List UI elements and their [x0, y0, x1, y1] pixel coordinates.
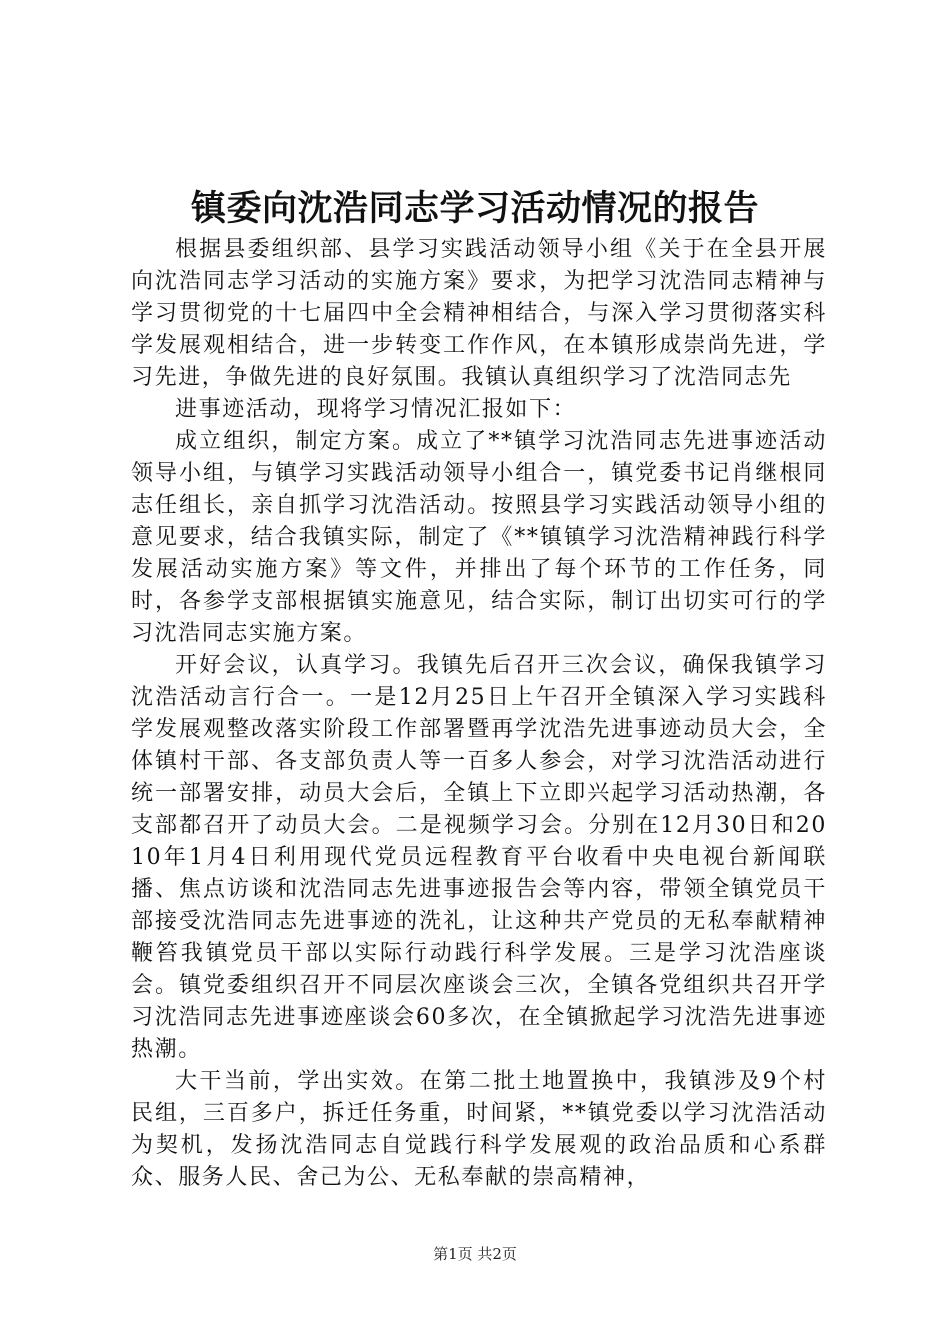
paragraph-intro: 根据县委组织部、县学习实践活动领导小组《关于在全县开展向沈浩同志学习活动的实施方案》要求，为把学习沈浩同志精神与学习贯彻党的十七届四中全会精神相结合，与深入学习贯彻落实科学发展观相结合，进一步转变工作作风，在本镇形成崇尚先进，学习先进，争做先进的良好氛围。我镇认真组织学习了沈浩同志先	[131, 237, 827, 390]
document-body	[131, 234, 827, 1194]
document-title: 镇委向沈浩同志学习活动情况的报告	[190, 188, 759, 229]
page-number-footer: 第1页 共2页	[433, 1245, 517, 1263]
paragraph-intro-continued: 进事迹活动，现将学习情况汇报如下：	[175, 397, 577, 422]
paragraph-meetings: 开好会议，认真学习。我镇先后召开三次会议，确保我镇学习沈浩活动言行合一。一是12月25日上午召开全镇深入学习实践科学发展观整改落实阶段工作部署暨再学沈浩先进事迹动员大会，全体镇村干部、各支部负责人等一百多人参会，对学习沈浩活动进行统一部署安排，动员大会后，全镇上下立即兴起学习活动热潮，各支部都召开了动员大会。二是视频学习会。分别在12月30日和2010年1月4日利用现代党员远程教育平台收看中央电视台新闻联播、焦点访谈和沈浩同志先进事迹报告会等内容，带领全镇党员干部接受沈浩同志先进事迹的洗礼，让这种共产党员的无私奉献精神鞭笞我镇党员干部以实际行动践行科学发展。三是学习沈浩座谈会。镇党委组织召开不同层次座谈会三次，全镇各党组织共召开学习沈浩同志先进事迹座谈会60多次，在全镇掀起学习沈浩先进事迹热潮。	[131, 653, 827, 1062]
paragraph-results: 大干当前，学出实效。在第二批土地置换中，我镇涉及9个村民组，三百多户，拆迁任务重，时间紧，**镇党委以学习沈浩活动为契机，发扬沈浩同志自觉践行科学发展观的政治品质和心系群众、服务人民、舍己为公、无私奉献的崇高精神，	[131, 1069, 827, 1190]
paragraph-organization: 成立组织，制定方案。成立了**镇学习沈浩同志先进事迹活动领导小组，与镇学习实践活动领导小组合一，镇党委书记肖继根同志任组长，亲自抓学习沈浩活动。按照县学习实践活动领导小组的意见要求，结合我镇实际，制定了《**镇镇学习沈浩精神践行科学发展活动实施方案》等文件，并排出了每个环节的工作任务，同时，各参学支部根据镇实施意见，结合实际，制订出切实可行的学习沈浩同志实施方案。	[131, 429, 827, 646]
